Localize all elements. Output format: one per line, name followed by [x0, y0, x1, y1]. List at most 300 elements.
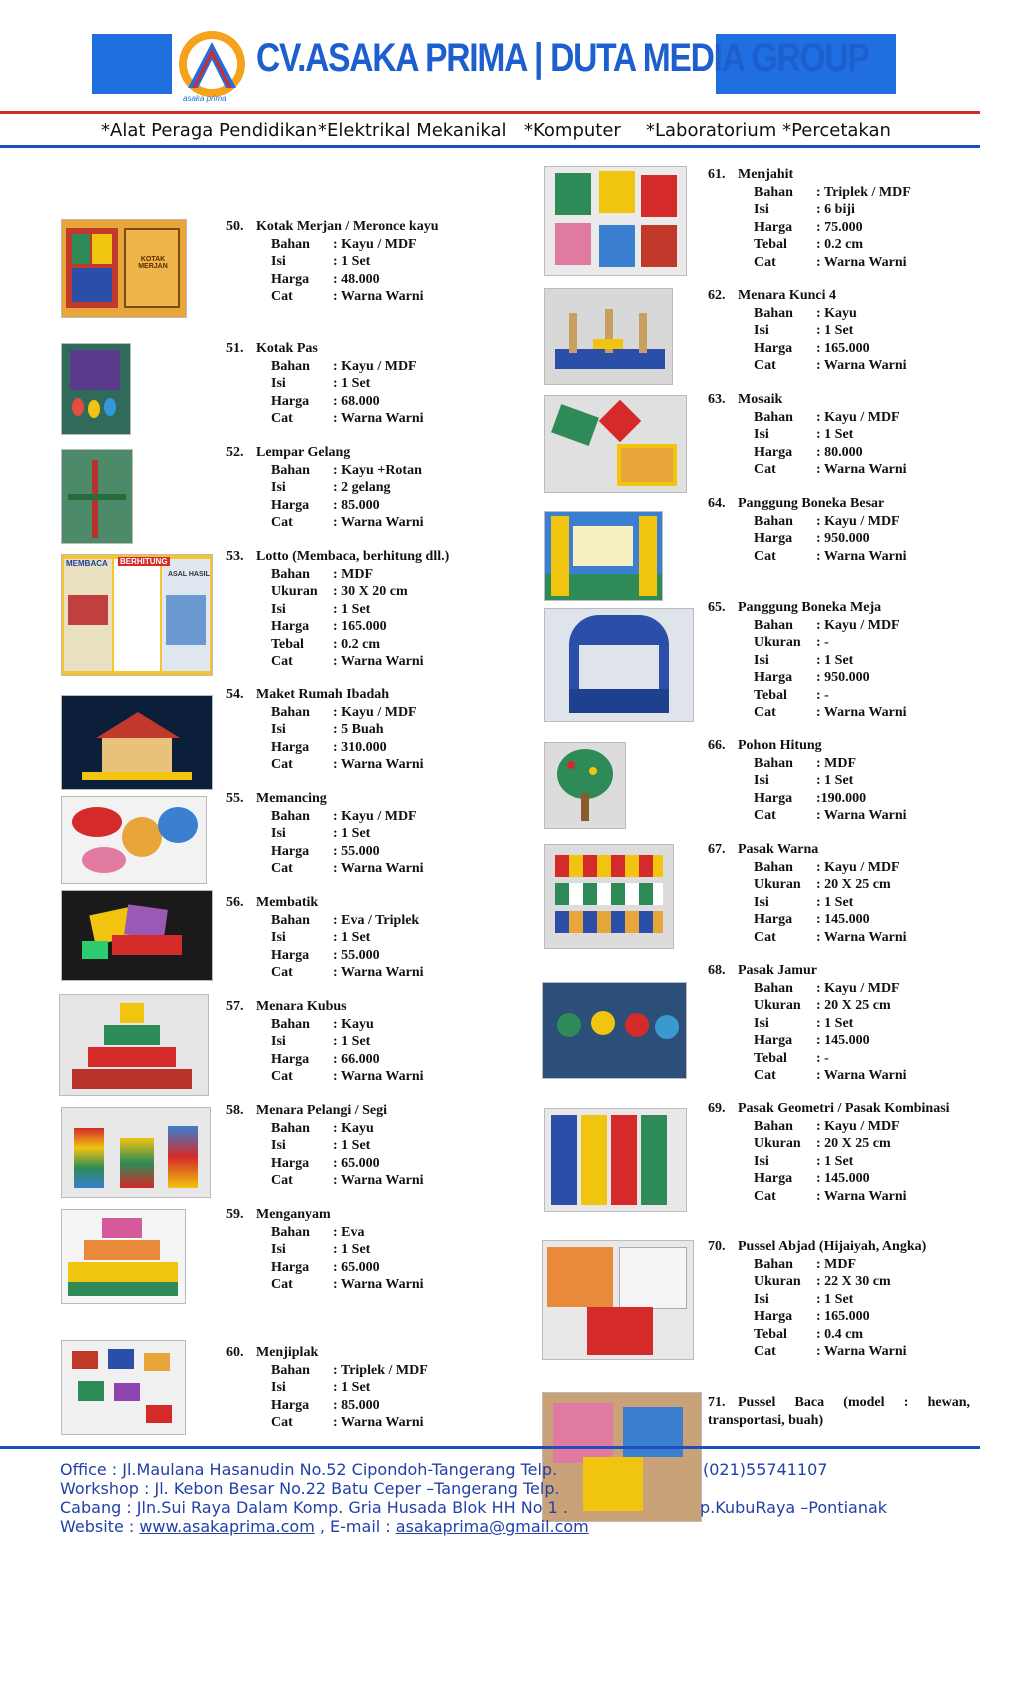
- spec-key: Isi: [754, 1291, 769, 1307]
- website-link[interactable]: www.asakaprima.com: [139, 1517, 315, 1536]
- spec-row: [708, 1273, 926, 1291]
- spec-key: Bahan: [271, 358, 310, 374]
- spec-row: [708, 340, 907, 358]
- spec-row: [708, 201, 911, 219]
- header-rule-blue: [0, 145, 980, 148]
- spec-value: : 1 Set: [333, 376, 371, 391]
- spec-value: :190.000: [816, 790, 867, 806]
- spec-value: : Kayu +Rotan: [333, 462, 422, 478]
- product-name: Lempar Gelang: [256, 445, 351, 460]
- spec-key: Cat: [754, 462, 776, 477]
- product-title: [226, 548, 449, 566]
- spec-value: : 2 gelang: [333, 480, 391, 495]
- product-number: 69.: [708, 1101, 726, 1116]
- spec-value: : Warna Warni: [816, 929, 907, 945]
- spec-row: [708, 997, 907, 1015]
- spec-row: [708, 876, 907, 894]
- product-title: [708, 1238, 926, 1256]
- spec-key: Bahan: [271, 566, 310, 582]
- spec-key: Isi: [754, 323, 769, 338]
- spec-key: Harga: [271, 497, 310, 513]
- product-photo-panggung-boneka-besar: [544, 511, 663, 601]
- spec-key: Isi: [271, 722, 286, 737]
- category-2: *Elektrikal Mekanikal: [318, 120, 507, 141]
- spec-value: : Warna Warni: [333, 289, 424, 304]
- spec-key: Bahan: [271, 236, 310, 252]
- product-item: [226, 998, 424, 1086]
- spec-row: [708, 322, 907, 340]
- spec-key: Ukuran: [754, 998, 801, 1013]
- spec-value: : 65.000: [333, 1155, 380, 1171]
- spec-key: Bahan: [271, 1120, 310, 1136]
- spec-value: : 22 X 30 cm: [816, 1274, 891, 1289]
- spec-value: : Triplek / MDF: [333, 1362, 428, 1378]
- spec-key: Harga: [271, 1397, 310, 1413]
- spec-key: Cat: [271, 411, 293, 426]
- product-number: 67.: [708, 842, 726, 857]
- product-number: 53.: [226, 549, 244, 564]
- spec-key: Harga: [754, 1171, 793, 1186]
- spec-key: Harga: [271, 619, 310, 634]
- spec-key: Bahan: [754, 980, 793, 996]
- photo-label-lotto-berhitung: BERHITUNG: [120, 557, 168, 566]
- spec-row: [226, 947, 424, 965]
- spec-value: : -: [816, 635, 829, 650]
- spec-key: Isi: [754, 773, 769, 788]
- spec-row: [226, 358, 424, 376]
- spec-value: : 0.2 cm: [816, 237, 864, 252]
- product-photo-pasak-warna: [544, 844, 674, 949]
- spec-key: Bahan: [754, 617, 793, 633]
- product-number: 56.: [226, 895, 244, 910]
- spec-row: [226, 825, 424, 843]
- spec-row: [226, 583, 449, 601]
- spec-row: [708, 548, 907, 566]
- product-number: 65.: [708, 600, 726, 615]
- spec-value: : Warna Warni: [333, 411, 424, 426]
- product-item: [708, 841, 907, 946]
- footer-rule: [0, 1446, 980, 1449]
- product-name: Kotak Pas: [256, 341, 318, 356]
- spec-row: [226, 1137, 424, 1155]
- spec-value: : 1 Set: [333, 1380, 371, 1395]
- spec-row: [226, 375, 424, 393]
- spec-row: [226, 271, 439, 289]
- product-title: [708, 495, 907, 513]
- spec-row: [226, 653, 449, 671]
- spec-row: [226, 618, 449, 636]
- spec-row: [226, 566, 449, 584]
- spec-key: Cat: [271, 289, 293, 304]
- product-photo-panggung-boneka-meja: [544, 608, 694, 722]
- spec-value: : Triplek / MDF: [816, 184, 911, 200]
- spec-value: : 6 biji: [816, 202, 855, 217]
- product-title: [226, 790, 424, 808]
- spec-row: [708, 254, 911, 272]
- product-name: Pussel Baca (model : hewan, transportasi, buah): [708, 1395, 970, 1428]
- spec-key: Isi: [271, 930, 286, 945]
- product-title: [708, 841, 907, 859]
- footer-office-text: Office : Jl.Maulana Hasanudin No.52 Cipondoh-Tangerang Telp.: [60, 1460, 558, 1479]
- spec-row: [708, 929, 907, 947]
- spec-value: : Kayu / MDF: [816, 617, 900, 633]
- footer-cabang-tail: p.KubuRaya –Pontianak: [700, 1498, 888, 1517]
- spec-key: Cat: [754, 1344, 776, 1359]
- spec-value: : 20 X 25 cm: [816, 1136, 891, 1151]
- spec-key: Cat: [271, 1277, 293, 1292]
- product-photo-memancing: [61, 796, 207, 884]
- email-link[interactable]: asakaprima@gmail.com: [395, 1517, 589, 1536]
- photo-label-lotto-membaca: MEMBACA: [66, 559, 108, 568]
- spec-value: : 1 Set: [816, 1291, 854, 1307]
- product-item: [708, 1394, 970, 1429]
- product-item: [226, 1206, 424, 1294]
- product-item: [226, 444, 424, 532]
- spec-row: [226, 721, 424, 739]
- spec-value: : 1 Set: [816, 427, 854, 442]
- spec-row: [708, 1015, 907, 1033]
- spec-value: : 1 Set: [333, 930, 371, 945]
- product-title: [708, 1394, 970, 1429]
- product-name: Memancing: [256, 791, 327, 806]
- spec-value: : 65.000: [333, 1259, 380, 1275]
- spec-key: Cat: [754, 808, 776, 823]
- spec-row: [226, 1362, 428, 1380]
- header-blue-block-left: [92, 34, 172, 94]
- product-title: [226, 1206, 424, 1224]
- spec-value: : 310.000: [333, 739, 387, 755]
- spec-row: [708, 755, 907, 773]
- spec-value: : 145.000: [816, 912, 870, 927]
- spec-key: Harga: [271, 1051, 310, 1067]
- spec-row: [708, 1256, 926, 1274]
- header-rule-red: [0, 111, 980, 114]
- product-item: [226, 548, 449, 671]
- spec-row: [708, 513, 907, 531]
- spec-row: [226, 514, 424, 532]
- spec-value: : 85.000: [333, 497, 380, 513]
- product-name: Menara Kubus: [256, 999, 347, 1014]
- product-photo-maket-rumah-ibadah: [61, 695, 213, 790]
- spec-row: [226, 860, 424, 878]
- spec-row: [708, 790, 907, 808]
- spec-value: : Kayu / MDF: [816, 980, 900, 996]
- product-title: [226, 1344, 428, 1362]
- product-item: [708, 495, 907, 565]
- spec-row: [226, 1276, 424, 1294]
- product-number: 66.: [708, 738, 726, 753]
- spec-key: Tebal: [271, 636, 304, 652]
- spec-row: [226, 236, 439, 254]
- spec-row: [708, 1188, 970, 1206]
- spec-value: : Kayu: [816, 305, 857, 321]
- spec-key: Harga: [271, 843, 310, 859]
- spec-value: : 1 Set: [333, 1138, 371, 1153]
- spec-value: : Warna Warni: [333, 654, 424, 669]
- spec-value: : MDF: [816, 755, 857, 771]
- logo-caption: asaka prima: [183, 94, 227, 103]
- spec-value: : Kayu: [333, 1120, 374, 1136]
- spec-value: : 30 X 20 cm: [333, 584, 408, 599]
- spec-row: [226, 462, 424, 480]
- spec-value: : Warna Warni: [816, 254, 907, 270]
- spec-value: : Warna Warni: [333, 1069, 424, 1084]
- spec-key: Isi: [271, 1242, 286, 1257]
- spec-value: : 165.000: [816, 340, 870, 356]
- spec-key: Cat: [754, 358, 776, 373]
- spec-value: : Warna Warni: [816, 705, 907, 720]
- category-4: *Laboratorium *Percetakan: [646, 120, 891, 141]
- spec-value: : Kayu / MDF: [816, 859, 900, 875]
- product-name: Pasak Geometri / Pasak Kombinasi: [738, 1101, 950, 1116]
- spec-row: [708, 305, 907, 323]
- spec-key: Cat: [271, 515, 293, 530]
- spec-value: : 950.000: [816, 531, 870, 546]
- spec-key: Cat: [271, 1069, 293, 1084]
- spec-key: Isi: [754, 652, 769, 668]
- spec-key: Ukuran: [754, 1136, 801, 1151]
- product-number: 64.: [708, 496, 726, 511]
- spec-key: Ukuran: [754, 635, 801, 650]
- spec-value: : Kayu / MDF: [816, 513, 900, 529]
- product-photo-menara-pelangi: [61, 1107, 211, 1198]
- product-name: Pussel Abjad (Hijaiyah, Angka): [738, 1239, 927, 1254]
- spec-row: [708, 894, 907, 912]
- spec-row: [226, 1120, 424, 1138]
- product-number: 54.: [226, 687, 244, 702]
- spec-row: [226, 704, 424, 722]
- spec-value: : 950.000: [816, 670, 870, 685]
- product-item: [226, 790, 424, 878]
- spec-key: Isi: [754, 894, 769, 910]
- product-number: 50.: [226, 219, 244, 234]
- product-number: 68.: [708, 963, 726, 978]
- spec-value: : Kayu / MDF: [333, 358, 417, 374]
- spec-key: Isi: [754, 202, 769, 217]
- spec-value: : Kayu / MDF: [333, 808, 417, 824]
- product-photo-kotak-pas: [61, 343, 131, 435]
- product-title: [226, 894, 424, 912]
- product-number: 60.: [226, 1345, 244, 1360]
- spec-key: Isi: [271, 254, 286, 269]
- spec-key: Isi: [754, 1015, 769, 1031]
- spec-value: : Warna Warni: [333, 1415, 424, 1430]
- spec-row: [708, 426, 907, 444]
- product-title: [708, 391, 907, 409]
- spec-key: Harga: [271, 393, 310, 409]
- website-label: Website :: [60, 1517, 140, 1536]
- company-logo-icon: [174, 26, 250, 102]
- spec-value: : Warna Warni: [816, 548, 907, 564]
- spec-value: : 80.000: [816, 444, 863, 460]
- spec-row: [226, 601, 449, 619]
- spec-key: Tebal: [754, 1326, 787, 1342]
- spec-key: Isi: [271, 601, 286, 617]
- product-name: Kotak Merjan / Meronce kayu: [256, 219, 439, 234]
- spec-key: Harga: [271, 271, 310, 287]
- spec-key: Isi: [271, 376, 286, 391]
- product-photo-pasak-jamur: [542, 982, 687, 1079]
- spec-row: [226, 843, 424, 861]
- spec-row: [708, 219, 911, 237]
- spec-key: Cat: [754, 705, 776, 720]
- product-photo-menjiplak: [61, 1340, 186, 1435]
- product-name: Mosaik: [738, 392, 783, 407]
- product-number: 59.: [226, 1207, 244, 1222]
- spec-row: [708, 704, 907, 722]
- spec-row: [226, 636, 449, 654]
- product-name: Pasak Jamur: [738, 963, 817, 978]
- product-item: [708, 1100, 970, 1205]
- spec-row: [708, 357, 907, 375]
- spec-row: [708, 1050, 907, 1068]
- product-name: Menjahit: [738, 167, 794, 182]
- product-photo-lempar-gelang: [61, 449, 133, 544]
- spec-row: [708, 859, 907, 877]
- spec-row: [708, 687, 907, 705]
- spec-row: [226, 808, 424, 826]
- spec-key: Cat: [271, 1415, 293, 1430]
- product-title: [226, 998, 424, 1016]
- spec-value: : Kayu / MDF: [333, 704, 417, 720]
- product-name: Menjiplak: [256, 1345, 319, 1360]
- spec-key: Bahan: [271, 704, 310, 720]
- photo-label-lotto-asal: ASAL HASIL: [168, 571, 210, 578]
- spec-key: Isi: [271, 1138, 286, 1153]
- footer-website-line: [60, 1517, 589, 1536]
- spec-key: Tebal: [754, 237, 787, 252]
- spec-key: Isi: [271, 480, 286, 495]
- spec-key: Ukuran: [754, 1274, 801, 1289]
- spec-row: [708, 1343, 926, 1361]
- spec-value: : Warna Warni: [333, 515, 424, 530]
- spec-key: Cat: [271, 861, 293, 876]
- category-3: *Komputer: [524, 120, 621, 141]
- product-number: 62.: [708, 288, 726, 303]
- spec-value: : 48.000: [333, 271, 380, 287]
- product-photo-menara-kubus: [59, 994, 209, 1096]
- spec-key: Harga: [754, 219, 793, 235]
- product-number: 57.: [226, 999, 244, 1014]
- spec-key: Harga: [271, 1155, 310, 1171]
- spec-row: [708, 236, 911, 254]
- spec-row: [708, 772, 907, 790]
- spec-value: : Warna Warni: [333, 965, 424, 980]
- spec-row: [708, 1308, 926, 1326]
- product-photo-kotak-merjan: [61, 219, 187, 318]
- product-item: [226, 686, 424, 774]
- spec-row: [226, 1033, 424, 1051]
- spec-value: : Kayu: [333, 1016, 374, 1032]
- spec-value: : 1 Set: [333, 826, 371, 841]
- spec-row: [226, 756, 424, 774]
- spec-value: : Warna Warni: [816, 462, 907, 477]
- product-number: 55.: [226, 791, 244, 806]
- spec-row: [708, 184, 911, 202]
- spec-key: Cat: [271, 654, 293, 669]
- spec-row: [708, 617, 907, 635]
- product-photo-membatik: [61, 890, 213, 981]
- spec-value: : Eva / Triplek: [333, 912, 420, 928]
- spec-row: [708, 444, 907, 462]
- product-photo-menganyam: [61, 1209, 186, 1304]
- product-number: 70.: [708, 1239, 726, 1254]
- spec-row: [226, 253, 439, 271]
- spec-key: Cat: [754, 929, 776, 945]
- product-title: [226, 444, 424, 462]
- spec-key: Tebal: [754, 1050, 787, 1066]
- spec-row: [226, 912, 424, 930]
- spec-row: [226, 410, 424, 428]
- spec-value: : 0.2 cm: [333, 636, 381, 652]
- spec-key: Bahan: [754, 859, 793, 875]
- spec-row: [708, 1153, 970, 1171]
- category-1: *Alat Peraga Pendidikan: [101, 120, 318, 141]
- spec-key: Bahan: [754, 1256, 793, 1272]
- spec-row: [226, 1172, 424, 1190]
- product-name: Panggung Boneka Besar: [738, 496, 885, 511]
- product-title: [226, 218, 439, 236]
- spec-key: Harga: [754, 340, 793, 356]
- spec-row: [708, 669, 907, 687]
- spec-row: [708, 1118, 970, 1136]
- spec-value: : 1 Set: [816, 323, 854, 338]
- spec-row: [226, 1379, 428, 1397]
- product-photo-mosaik: [544, 395, 687, 493]
- product-title: [226, 1102, 424, 1120]
- spec-key: Harga: [271, 1259, 310, 1275]
- spec-key: Isi: [271, 1034, 286, 1049]
- spec-value: : 1 Set: [816, 652, 854, 668]
- spec-key: Bahan: [754, 184, 793, 200]
- spec-key: Bahan: [754, 513, 793, 529]
- product-title: [708, 166, 911, 184]
- spec-value: : -: [816, 687, 829, 703]
- product-item: [708, 962, 907, 1085]
- spec-value: : Kayu / MDF: [816, 1118, 900, 1134]
- spec-value: : 1 Set: [816, 1153, 854, 1169]
- spec-row: [708, 911, 907, 929]
- spec-value: : -: [816, 1050, 829, 1066]
- spec-value: : 85.000: [333, 1397, 380, 1413]
- spec-row: [708, 530, 907, 548]
- spec-key: Ukuran: [271, 584, 318, 599]
- product-photo-menara-kunci: [544, 288, 673, 385]
- spec-value: : 145.000: [816, 1171, 870, 1186]
- spec-row: [708, 807, 907, 825]
- spec-key: Cat: [271, 757, 293, 772]
- product-photo-pohon-hitung: [544, 742, 626, 829]
- spec-value: : 1 Set: [816, 894, 854, 910]
- product-item: [226, 1344, 428, 1432]
- spec-value: : 5 Buah: [333, 722, 384, 737]
- spec-row: [708, 409, 907, 427]
- spec-value: : Kayu / MDF: [816, 409, 900, 425]
- spec-value: : 1 Set: [333, 1242, 371, 1257]
- spec-value: : 165.000: [816, 1309, 870, 1324]
- spec-key: Bahan: [271, 912, 310, 928]
- spec-value: : 66.000: [333, 1051, 380, 1067]
- spec-row: [226, 1016, 424, 1034]
- spec-key: Cat: [271, 1173, 293, 1188]
- spec-row: [226, 1068, 424, 1086]
- spec-key: Bahan: [271, 1224, 310, 1240]
- spec-row: [708, 1326, 926, 1344]
- spec-value: : 1 Set: [333, 254, 371, 269]
- spec-key: Bahan: [754, 409, 793, 425]
- spec-key: Harga: [754, 444, 793, 460]
- photo-label-kotak-merjan: KOTAK MERJAN: [138, 256, 168, 270]
